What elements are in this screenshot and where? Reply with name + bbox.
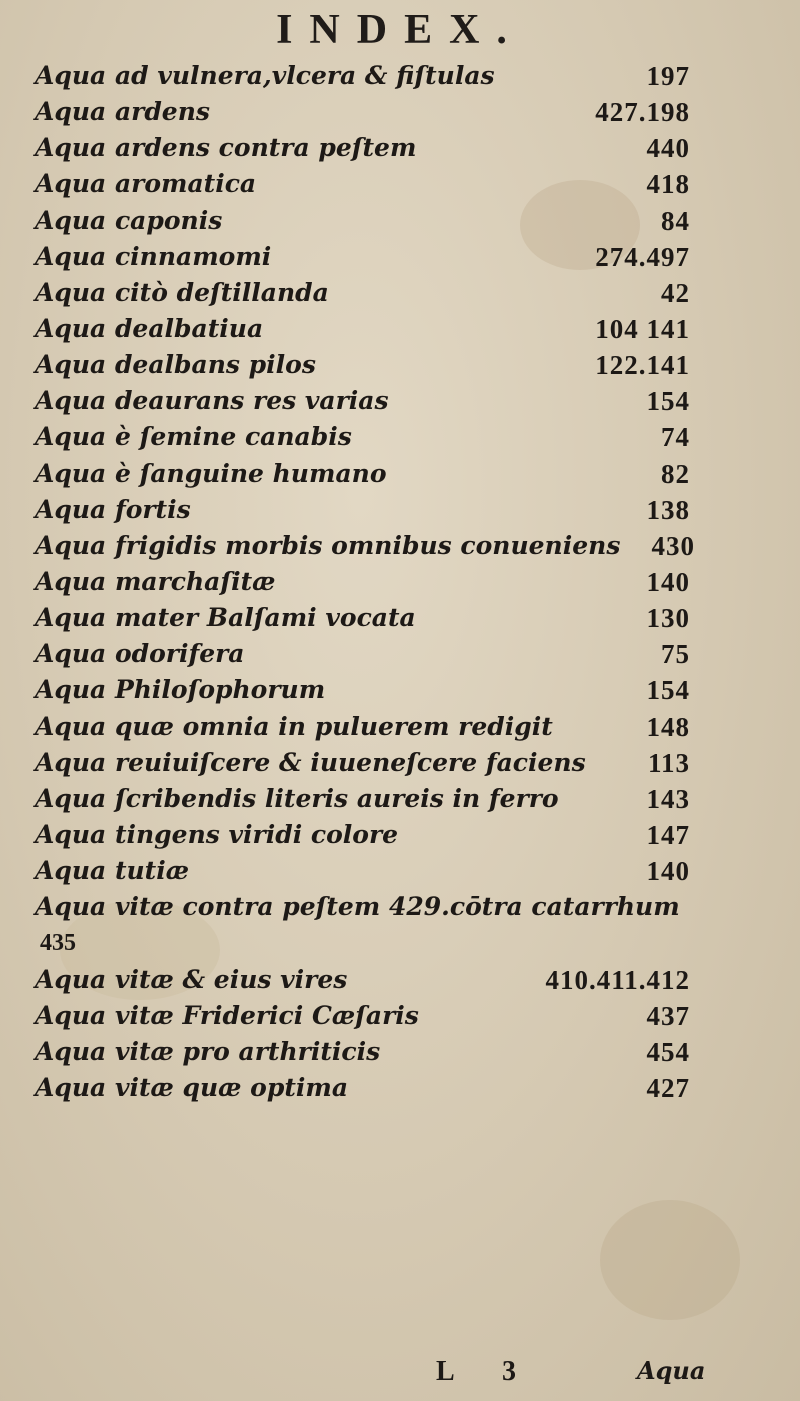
entry-pages: 140 xyxy=(646,856,690,887)
entry-pages: 82 xyxy=(661,458,690,489)
entry-pages: 437 xyxy=(646,1000,690,1031)
index-entry xyxy=(0,203,800,239)
entry-pages: 75 xyxy=(661,639,690,670)
entry-pages: 104 141 xyxy=(595,313,690,344)
paper-stain xyxy=(600,1200,740,1320)
entry-term: Aqua dealbatiua xyxy=(35,313,264,343)
index-entry-continuation xyxy=(0,925,800,961)
index-entry xyxy=(0,166,800,202)
entry-pages: 454 xyxy=(646,1036,690,1067)
entry-pages: 113 xyxy=(647,747,690,778)
entry-term: Aqua citò deſtillanda xyxy=(35,277,329,307)
index-entry xyxy=(0,94,800,130)
entry-term: Aqua caponis xyxy=(35,205,223,235)
entry-term: Aqua vitæ & eius vires xyxy=(35,964,348,994)
entry-pages: 148 xyxy=(646,711,690,742)
entry-pages: 84 xyxy=(661,205,690,236)
entry-pages: 122.141 xyxy=(595,350,690,381)
signature-mark: L xyxy=(436,1356,455,1387)
index-entry xyxy=(0,311,800,347)
index-entry xyxy=(0,1034,800,1070)
index-entry xyxy=(0,58,800,94)
entry-term: Aqua è ſemine canabis xyxy=(35,422,352,452)
index-entry xyxy=(0,636,800,672)
entry-pages: 410.411.412 xyxy=(545,964,690,995)
index-entry xyxy=(0,817,800,853)
entry-term: Aqua reuiuiſcere & iuueneſcere faciens xyxy=(35,747,586,777)
index-entry xyxy=(0,709,800,745)
entry-term: Aqua mater Balſami vocata xyxy=(35,603,416,633)
entry-term: Aqua ardens xyxy=(35,97,210,127)
index-entry xyxy=(0,419,800,455)
page-footer xyxy=(0,1356,800,1396)
index-entry xyxy=(0,889,800,925)
entry-term: 435 xyxy=(40,930,76,957)
entry-term: Aqua marchaſitæ xyxy=(35,566,276,596)
index-entry xyxy=(0,962,800,998)
entry-term: Aqua tutiæ xyxy=(35,856,190,886)
index-heading: INDEX. xyxy=(276,7,524,53)
entry-term: Aqua vitæ pro arthriticis xyxy=(35,1036,381,1066)
entry-pages: 74 xyxy=(661,422,690,453)
index-entry xyxy=(0,528,800,564)
entry-pages: 143 xyxy=(646,783,690,814)
entry-term: Aqua cinnamomi xyxy=(35,241,272,271)
index-entry xyxy=(0,853,800,889)
index-entry xyxy=(0,998,800,1034)
entry-pages: 440 xyxy=(646,133,690,164)
index-entry xyxy=(0,492,800,528)
entry-pages: 427.198 xyxy=(595,97,690,128)
index-entry xyxy=(0,745,800,781)
index-entry xyxy=(0,275,800,311)
entry-pages: 130 xyxy=(646,603,690,634)
entry-term: Aqua dealbans pilos xyxy=(35,350,316,380)
index-entry xyxy=(0,1070,800,1106)
entry-term: Aqua quæ omnia in puluerem redigit xyxy=(35,711,553,741)
entry-pages: 430 xyxy=(651,530,695,561)
catchword: Aqua xyxy=(637,1356,706,1385)
index-entry xyxy=(0,456,800,492)
index-entry xyxy=(0,347,800,383)
entry-pages: 197 xyxy=(646,61,690,91)
entry-pages: 138 xyxy=(646,494,690,525)
entry-term: Aqua ſcribendis literis aureis in ferro xyxy=(35,783,559,813)
index-entry xyxy=(0,564,800,600)
entry-term: Aqua vitæ Friderici Cæſaris xyxy=(35,1000,419,1030)
signature-number: 3 xyxy=(502,1356,516,1387)
entry-term: Aqua frigidis morbis omnibus conueniens xyxy=(35,530,621,560)
entry-pages: 154 xyxy=(646,386,690,417)
index-entry xyxy=(0,130,800,166)
entry-pages: 42 xyxy=(661,277,690,308)
entry-term: Aqua fortis xyxy=(35,494,191,524)
entry-term: Aqua Philoſophorum xyxy=(35,675,326,705)
index-entries xyxy=(0,58,800,1106)
index-entry xyxy=(0,383,800,419)
entry-term: Aqua è ſanguine humano xyxy=(35,458,387,488)
index-entry xyxy=(0,672,800,708)
entry-pages: 418 xyxy=(646,169,690,200)
entry-pages: 154 xyxy=(646,675,690,706)
entry-term: Aqua tingens viridi colore xyxy=(35,819,399,849)
entry-term: Aqua vitæ contra peſtem 429.cōtra catarrhum xyxy=(35,892,680,922)
entry-pages: 140 xyxy=(646,566,690,597)
entry-pages: 274.497 xyxy=(595,241,690,272)
entry-term: Aqua deaurans res varias xyxy=(35,386,389,416)
entry-pages: 427 xyxy=(646,1072,690,1103)
entry-term: Aqua aromatica xyxy=(35,169,257,199)
entry-pages: 147 xyxy=(646,819,690,850)
entry-term: Aqua ardens contra peſtem xyxy=(35,133,417,163)
entry-term: Aqua vitæ quæ optima xyxy=(35,1072,349,1102)
index-entry xyxy=(0,600,800,636)
index-entry xyxy=(0,239,800,275)
index-entry xyxy=(0,781,800,817)
entry-term: Aqua ad vulnera,vlcera & fiſtulas xyxy=(35,61,495,90)
entry-term: Aqua odorifera xyxy=(35,639,245,669)
